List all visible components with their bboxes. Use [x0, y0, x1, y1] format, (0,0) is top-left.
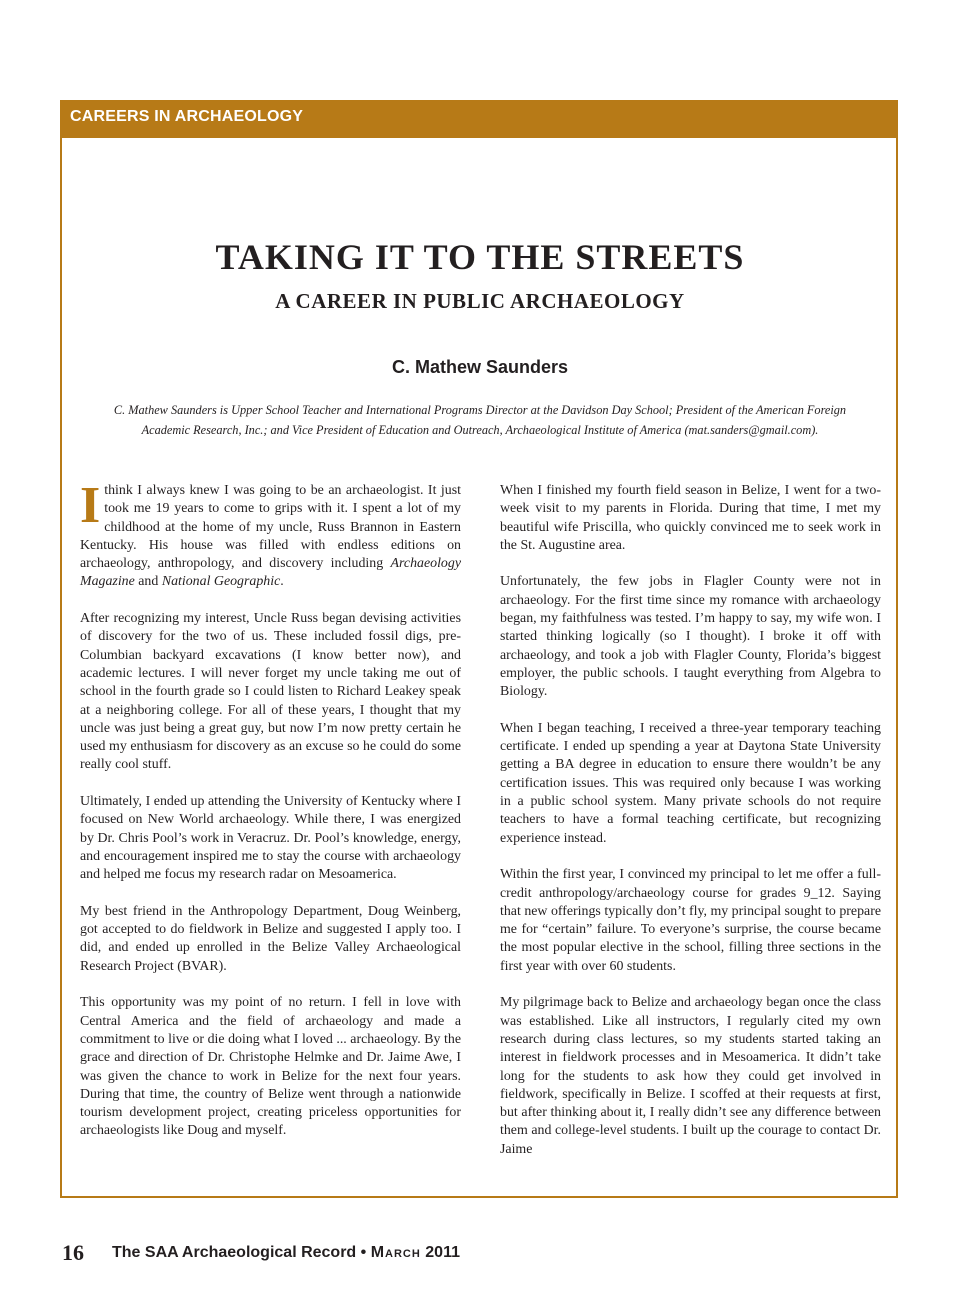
paragraph-5: This opportunity was my point of no return. I fell in love with Central America and the field of archaeology and made a commitment to live or die doing what I loved ... archaeology. By the grace and direction of Dr. Christophe Helmke and Dr. Jaime Awe, I was given the chance to work in Belize for the next four years. During that time, the country of Belize went through a nationwide tourism development project, creating priceless opportunities for archaeologists like Doug and myself.	[80, 995, 461, 1139]
publication-name: The SAA Archaeological Record	[112, 1244, 357, 1261]
publication-footer	[112, 1244, 460, 1262]
body-column-right	[500, 482, 881, 1159]
paragraph-4: My best friend in the Anthropology Department, Doug Weinberg, got accepted to do fieldwork in Belize and suggested I apply too. I did, and ended up enrolled in the Belize Valley Archaeological Research Project (BVAR).	[80, 903, 461, 974]
page-number: 16	[62, 1240, 84, 1265]
paragraph-6: When I finished my fourth field season in Belize, I went for a two-week visit to my parents in Florida. During that time, I met my beautiful wife Priscilla, who quickly convinced me to seek work in the St. Augustine area.	[500, 483, 881, 553]
footer-separator: •	[360, 1244, 367, 1261]
issue-month: March	[370, 1244, 421, 1261]
paragraph-2: After recognizing my interest, Uncle Russ began devising activities of discovery for the two of us. These included fossil digs, pre-Columbian backyard excavations (I know better now), and academic lectures. I will never forget my uncle taking me out of school in the fourth grade so I could listen to Richard Leakey speak at a neighboring college. For all of these years, I thought that my uncle was just being a great guy, but now I’m now pretty certain he used my enthusiasm for discovery as an excuse so he could do some really cool stuff.	[80, 611, 461, 773]
paragraph-9: Within the first year, I convinced my principal to let me offer a full-credit anthropology/archaeology course for grades 9_12. Saying that new offerings typically don’t fly, my principal sought to prepare me for “certain” failure. To everyone’s surprise, the course became the most popular elective in the school, filling three sections in the first year with over 60 students.	[500, 867, 881, 974]
body-column-left	[80, 477, 461, 1141]
drop-cap: I	[80, 477, 101, 534]
paragraph-3: Ultimately, I ended up attending the University of Kentucky where I focused on New World archaeology. While there, I was energized by Dr. Chris Pool’s work in Veracruz. Dr. Pool’s knowledge, energy, and encouragement inspired me to stay the course with archaeology and helped me focus my research radar on Mesoamerica.	[80, 794, 461, 883]
paragraph-1-and: and	[134, 574, 162, 590]
issue-year: 2011	[425, 1244, 460, 1261]
paragraph-7: Unfortunately, the few jobs in Flagler County were not in archaeology. For the first time since my romance with archaeology began, my faithfulness was tested. I’m happy to say, my wife won. I started thinking logically (so I thought). I broke it off with archaeology, and took a job with Flagler County, Florida’s biggest employer, the public schools. I taught everything from Algebra to Biology.	[500, 574, 881, 700]
article-title: TAKING IT TO THE STREETS	[215, 237, 745, 277]
paragraph-1	[80, 477, 461, 592]
author-bio-line-2: Academic Research, Inc.; and Vice President of Education and Outreach, Archaeological Institute of America (mat.sanders@gmail.com).	[141, 423, 819, 437]
paragraph-10: My pilgrimage back to Belize and archaeology began once the class was established. Like all instructors, I regularly cited my own research during class lectures, so my students started taking an interest in fieldwork processes and in Mesoamerica. It didn’t take long for the students to ask how they could get involved in fieldwork, specifically in Belize. I scoffed at their requests at first, but after thinking about it, I really didn’t see any difference between them and college-level students. I built up the courage to contact Dr. Jaime	[500, 995, 881, 1157]
section-header-bar	[60, 100, 898, 138]
author-name: C. Mathew Saunders	[391, 357, 569, 377]
author-bio-line-1: C. Mathew Saunders is Upper School Teacher and International Programs Director at the Davidson Day School; President of the American Foreign	[113, 403, 847, 417]
paragraph-1-text: think I always knew I was going to be an archaeologist. It just took me 19 years to come to grips with it. I spent a lot of my childhood at the home of my uncle, Russ Brannon in Eastern Kentucky. His house was filled with endless editions on archaeology, anthropology, and discovery including	[80, 483, 461, 572]
paragraph-1-end: .	[280, 574, 284, 590]
article-subtitle: A CAREER IN PUBLIC ARCHAEOLOGY	[275, 289, 685, 313]
author-bio	[86, 400, 874, 440]
magazine-title-1: Archaeology Magazine	[80, 556, 461, 590]
section-label: CAREERS IN ARCHAEOLOGY	[70, 108, 304, 125]
paragraph-8: When I began teaching, I received a three-year temporary teaching certificate. I ended up spending a year at Daytona State University getting a BA degree in education to ensure there wouldn’t be any certification issues. This was required only because I was working in a public school system. Many private schools do not require teachers to have a formal teaching certificate, but recognizing experience instead.	[500, 720, 881, 846]
magazine-title-2: National Geographic	[161, 574, 281, 590]
